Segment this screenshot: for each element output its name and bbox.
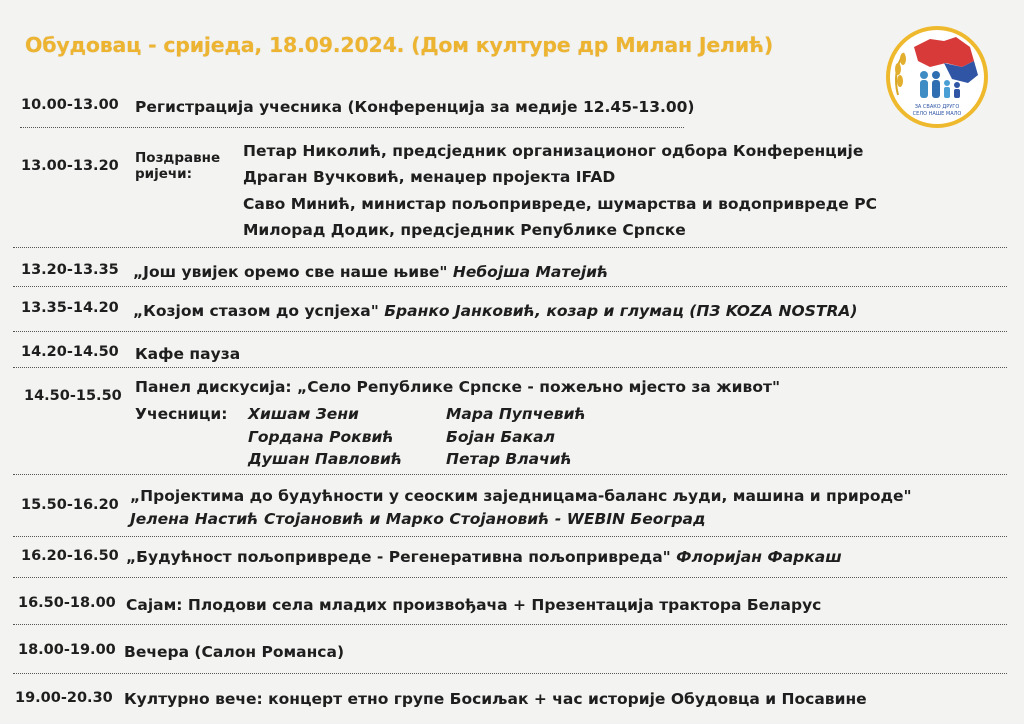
participant: Бојан Бакал	[446, 428, 555, 446]
separator	[13, 474, 1007, 475]
agenda-item	[126, 548, 842, 566]
talk-title: „Будућност пољопривреде - Регенеративна пољопривреда"	[126, 548, 671, 566]
agenda-item: Кафе пауза	[135, 345, 241, 363]
talk-title: „Козјом стазом до успјеха"	[133, 302, 379, 320]
talk-title: „Још увијек оремо све наше њиве"	[133, 263, 448, 281]
speaker-item: Милорад Додик, предсједник Републике Српске	[243, 221, 686, 239]
greetings-label: Поздравне ријечи:	[135, 150, 221, 182]
participant: Душан Павловић	[248, 450, 403, 468]
time-slot: 14.20-14.50	[21, 344, 119, 360]
time-slot: 18.00-19.00	[18, 642, 116, 658]
separator	[13, 367, 1007, 368]
participant: Хишам Зени	[248, 405, 359, 423]
agenda-item	[133, 263, 608, 281]
time-slot: 16.20-16.50	[21, 548, 119, 564]
time-slot: 16.50-18.00	[18, 595, 116, 611]
separator	[13, 247, 1007, 248]
time-slot: 19.00-20.30	[15, 690, 113, 706]
participant: Гордана Роквић	[248, 428, 394, 446]
talk-speaker: Јелена Настић Стојановић и Марко Стојановић - WEBIN Београд	[130, 510, 706, 528]
speaker-item: Драган Вучковић, менаџер пројекта IFAD	[243, 168, 616, 186]
time-slot: 13.35-14.20	[21, 300, 119, 316]
talk-speaker: Небојша Матејић	[452, 263, 609, 281]
participant: Петар Влачић	[446, 450, 572, 468]
time-slot: 10.00-13.00	[21, 97, 119, 113]
page-title: Обудовац - сриједа, 18.09.2024. (Дом културе др Милан Јелић)	[25, 33, 774, 57]
logo-text-top: ЗА СВАКО ДРУГО	[914, 104, 960, 110]
separator	[13, 536, 1007, 537]
conference-logo-icon	[884, 25, 990, 129]
panel-title: Панел дискусија: „Село Републике Српске - пожељно мјесто за живот"	[135, 378, 781, 396]
separator	[13, 286, 1007, 287]
participants-label: Учесници:	[135, 405, 228, 423]
agenda-item: Вечера (Салон Романса)	[124, 643, 345, 661]
separator	[20, 127, 684, 128]
separator	[13, 331, 1007, 332]
time-slot: 13.00-13.20	[21, 158, 119, 174]
participant: Мара Пупчевић	[446, 405, 586, 423]
separator	[13, 577, 1007, 578]
agenda-item: Културно вече: концерт етно групе Босиљак + час историје Обудовца и Посавине	[124, 690, 867, 708]
separator	[13, 673, 1007, 674]
talk-speaker: Флоријан Фаркаш	[676, 548, 842, 566]
speaker-item: Петар Николић, предсједник организационог одбора Конференције	[243, 142, 864, 160]
logo-text-bottom: СЕЛО НАШЕ МАЛО	[912, 111, 962, 117]
separator	[13, 624, 1007, 625]
agenda-item: Регистрација учесника (Конференција за медије 12.45-13.00)	[135, 98, 695, 116]
agenda-item: Сајам: Плодови села младих произвођача + Презентација трактора Беларус	[126, 596, 822, 614]
time-slot: 15.50-16.20	[21, 497, 119, 513]
time-slot: 13.20-13.35	[21, 262, 119, 278]
talk-speaker: Бранко Јанковић, козар и глумац (ПЗ KOZA NOSTRA)	[384, 302, 858, 320]
talk-title: „Пројектима до будућности у сеоским заједницама-баланс људи, машина и природе"	[130, 487, 912, 505]
agenda-item	[133, 302, 857, 320]
speaker-item: Саво Минић, министар пољопривреде, шумарства и водопривреде РС	[243, 195, 877, 213]
time-slot: 14.50-15.50	[24, 388, 122, 404]
